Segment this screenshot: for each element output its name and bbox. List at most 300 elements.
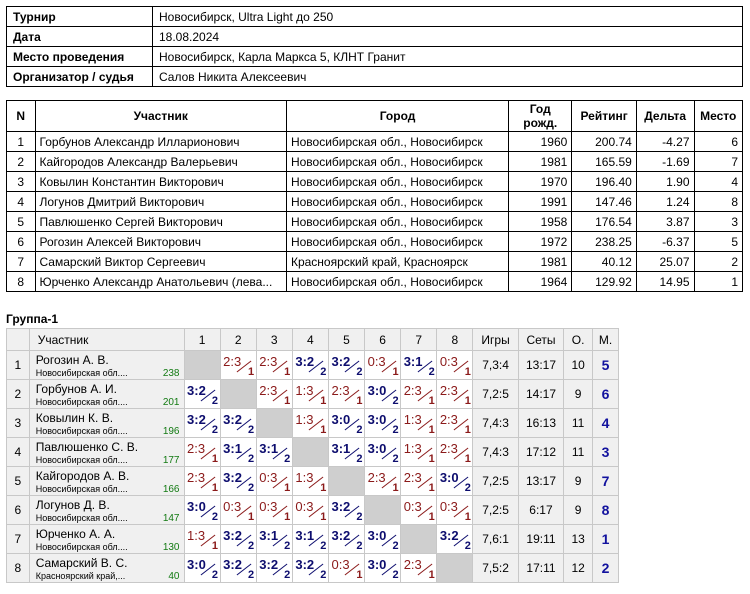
match-points: 2 xyxy=(356,366,363,378)
match-points: 1 xyxy=(211,540,219,552)
participant-birth-year: 1981 xyxy=(509,152,572,172)
group-player-name: Юрченко А. А. xyxy=(35,527,116,541)
match-set-score: 0:3 xyxy=(295,499,314,514)
group-match-cell xyxy=(292,380,328,409)
group-player-number: 8 xyxy=(7,554,30,583)
group-place-value: 2 xyxy=(601,560,610,576)
participant-row xyxy=(7,232,743,252)
match-score xyxy=(366,468,400,494)
info-value: Новосибирск, Карла Маркса 5, КЛНТ Гранит xyxy=(153,47,743,67)
match-points: 1 xyxy=(248,366,255,378)
info-value: Салов Никита Алексеевич xyxy=(153,67,743,87)
participant-city: Новосибирская обл., Новосибирск xyxy=(286,132,508,152)
match-set-score: 3:2 xyxy=(187,412,206,427)
match-points: 2 xyxy=(211,569,219,581)
match-points: 1 xyxy=(464,424,471,436)
group-match-cell xyxy=(401,438,437,467)
group-header-games: Игры xyxy=(473,329,518,351)
participant-participant: Юрченко Александр Анатольевич (лева... xyxy=(35,272,286,292)
match-points: 2 xyxy=(211,424,219,436)
match-points: 1 xyxy=(428,482,435,494)
match-points: 2 xyxy=(248,540,255,552)
match-score xyxy=(438,352,472,378)
match-set-score: 1:3 xyxy=(295,383,314,398)
participant-city: Красноярский край, Красноярск xyxy=(286,252,508,272)
group-match-cell xyxy=(328,554,364,583)
group-match-cell xyxy=(184,496,220,525)
match-points: 1 xyxy=(464,395,471,407)
participant-delta: 25.07 xyxy=(636,252,694,272)
participant-participant: Горбунов Александр Илларионович xyxy=(35,132,286,152)
group-sets: 6:17 xyxy=(518,496,563,525)
group-sets: 19:11 xyxy=(518,525,563,554)
group-match-cell xyxy=(365,554,401,583)
match-points: 2 xyxy=(392,569,399,581)
match-points: 2 xyxy=(320,540,327,552)
group-sets: 13:17 xyxy=(518,351,563,380)
group-match-cell xyxy=(437,351,473,380)
match-set-score: 3:2 xyxy=(223,470,242,485)
match-points: 2 xyxy=(284,569,291,581)
group-header-row xyxy=(7,329,619,351)
participants-header-delta: Дельта xyxy=(636,101,694,132)
participant-place: 5 xyxy=(694,232,743,252)
group-player-cell xyxy=(29,438,184,467)
participant-place: 8 xyxy=(694,192,743,212)
match-points: 1 xyxy=(392,482,399,494)
group-points: 9 xyxy=(564,467,593,496)
group-header-col: 8 xyxy=(437,329,473,351)
group-place xyxy=(593,554,619,583)
match-score xyxy=(221,410,255,436)
match-set-score: 2:3 xyxy=(439,441,458,456)
match-set-score: 2:3 xyxy=(259,383,278,398)
match-set-score: 0:3 xyxy=(331,557,350,572)
match-points: 1 xyxy=(320,511,327,523)
match-score xyxy=(221,497,255,523)
group-match-cell xyxy=(220,351,256,380)
match-score xyxy=(438,497,472,523)
match-score xyxy=(329,526,363,552)
match-points: 2 xyxy=(464,482,471,494)
match-set-score: 3:0 xyxy=(367,557,387,572)
info-row xyxy=(7,47,743,67)
group-player-rating: 177 xyxy=(162,455,180,466)
match-points: 2 xyxy=(356,453,363,465)
participant-row xyxy=(7,212,743,232)
info-row xyxy=(7,27,743,47)
match-score xyxy=(293,497,327,523)
match-score xyxy=(402,410,436,436)
match-score xyxy=(293,410,327,436)
match-score xyxy=(366,439,400,465)
match-score xyxy=(221,439,255,465)
match-score xyxy=(185,439,219,465)
group-match-cell xyxy=(401,467,437,496)
match-set-score: 3:0 xyxy=(367,441,387,456)
group-match-cell xyxy=(365,467,401,496)
group-sets: 14:17 xyxy=(518,380,563,409)
match-points: 1 xyxy=(428,511,435,523)
match-set-score: 2:3 xyxy=(439,412,458,427)
group-match-cell xyxy=(401,554,437,583)
match-points: 1 xyxy=(356,395,363,407)
group-match-cell xyxy=(437,467,473,496)
group-diagonal-cell xyxy=(401,525,437,554)
match-set-score: 3:2 xyxy=(223,557,242,572)
group-match-cell xyxy=(256,351,292,380)
group-place-value: 5 xyxy=(601,357,610,373)
participant-delta: -6.37 xyxy=(636,232,694,252)
participant-rating: 196.40 xyxy=(572,172,637,192)
tournament-info-table xyxy=(6,6,743,87)
match-set-score: 3:2 xyxy=(331,528,351,543)
group-match-cell xyxy=(328,496,364,525)
participant-rating: 147.46 xyxy=(572,192,637,212)
match-set-score: 3:1 xyxy=(295,528,315,543)
match-set-score: 3:2 xyxy=(295,354,315,369)
participants-header-place: Место xyxy=(694,101,743,132)
info-label: Организатор / судья xyxy=(7,67,153,87)
group-header-col: 5 xyxy=(328,329,364,351)
group-match-cell xyxy=(328,438,364,467)
group-header-col: 6 xyxy=(365,329,401,351)
match-set-score: 0:3 xyxy=(223,499,242,514)
group-match-cell xyxy=(184,525,220,554)
group-row xyxy=(7,554,619,583)
group-player-name: Самарский В. С. xyxy=(35,556,128,570)
match-score xyxy=(257,381,291,407)
participant-row xyxy=(7,172,743,192)
match-set-score: 3:0 xyxy=(187,499,206,514)
group-header-player: Участник xyxy=(29,329,184,351)
match-score xyxy=(402,555,436,581)
group-place xyxy=(593,351,619,380)
participant-delta: 1.24 xyxy=(636,192,694,212)
match-points: 2 xyxy=(248,424,255,436)
group-match-cell xyxy=(184,409,220,438)
participant-delta: 3.87 xyxy=(636,212,694,232)
match-score xyxy=(438,468,472,494)
participant-n: 5 xyxy=(7,212,36,232)
group-match-cell xyxy=(184,467,220,496)
group-player-cell xyxy=(29,554,184,583)
match-set-score: 0:3 xyxy=(403,499,422,514)
participant-delta: 1.90 xyxy=(636,172,694,192)
group-header-sets: Сеты xyxy=(518,329,563,351)
participant-participant: Логунов Дмитрий Викторович xyxy=(35,192,286,212)
match-score xyxy=(366,381,400,407)
group-player-city: Новосибирская обл.... xyxy=(35,455,128,465)
group-match-cell xyxy=(292,409,328,438)
group-header-points: О. xyxy=(564,329,593,351)
match-points: 1 xyxy=(284,482,291,494)
group-match-cell xyxy=(184,554,220,583)
match-points: 1 xyxy=(392,366,399,378)
match-points: 1 xyxy=(211,453,219,465)
match-points: 2 xyxy=(428,366,435,378)
group-crosstable xyxy=(6,328,619,583)
group-player-number: 6 xyxy=(7,496,30,525)
match-points: 2 xyxy=(248,482,255,494)
match-points: 1 xyxy=(248,511,255,523)
group-match-cell xyxy=(220,467,256,496)
match-points: 2 xyxy=(392,453,399,465)
group-player-number: 7 xyxy=(7,525,30,554)
match-set-score: 3:2 xyxy=(439,528,459,543)
group-match-cell xyxy=(437,496,473,525)
group-place xyxy=(593,409,619,438)
group-place xyxy=(593,467,619,496)
group-match-cell xyxy=(292,467,328,496)
match-score xyxy=(402,497,436,523)
match-points: 2 xyxy=(248,453,255,465)
group-player-rating: 166 xyxy=(162,484,180,495)
match-score xyxy=(257,497,291,523)
group-place xyxy=(593,496,619,525)
participants-header-birth-year: Год рожд. xyxy=(509,101,572,132)
participant-rating: 40.12 xyxy=(572,252,637,272)
group-player-name: Павлюшенко С. В. xyxy=(35,440,139,454)
match-score xyxy=(257,555,291,581)
match-set-score: 2:3 xyxy=(403,470,422,485)
participant-city: Новосибирская обл., Новосибирск xyxy=(286,232,508,252)
group-match-cell xyxy=(256,554,292,583)
match-score xyxy=(402,381,436,407)
participant-birth-year: 1991 xyxy=(509,192,572,212)
match-score xyxy=(257,439,291,465)
match-points: 2 xyxy=(392,395,399,407)
group-player-city: Новосибирская обл.... xyxy=(35,426,128,436)
group-player-city: Новосибирская обл.... xyxy=(35,484,128,494)
match-score xyxy=(293,468,327,494)
group-place-value: 4 xyxy=(601,415,610,431)
participant-participant: Павлюшенко Сергей Викторович xyxy=(35,212,286,232)
participant-city: Новосибирская обл., Новосибирск xyxy=(286,212,508,232)
group-place-value: 6 xyxy=(601,386,610,402)
participants-header-rating: Рейтинг xyxy=(572,101,637,132)
match-score xyxy=(402,439,436,465)
group-match-cell xyxy=(292,351,328,380)
participant-row xyxy=(7,252,743,272)
match-set-score: 1:3 xyxy=(403,441,422,456)
group-match-cell xyxy=(365,438,401,467)
match-score xyxy=(329,439,363,465)
match-score xyxy=(438,439,472,465)
group-match-cell xyxy=(328,380,364,409)
match-points: 1 xyxy=(428,395,435,407)
participant-n: 4 xyxy=(7,192,36,212)
group-player-number: 3 xyxy=(7,409,30,438)
group-sets: 17:11 xyxy=(518,554,563,583)
group-row xyxy=(7,525,619,554)
participants-header-participant: Участник xyxy=(35,101,286,132)
match-set-score: 3:2 xyxy=(223,412,242,427)
match-points: 1 xyxy=(284,395,291,407)
match-points: 1 xyxy=(211,482,219,494)
group-sets: 16:13 xyxy=(518,409,563,438)
group-points: 9 xyxy=(564,496,593,525)
match-set-score: 1:3 xyxy=(295,470,314,485)
group-player-number: 2 xyxy=(7,380,30,409)
participant-birth-year: 1960 xyxy=(509,132,572,152)
group-match-cell xyxy=(365,409,401,438)
group-header-col: 2 xyxy=(220,329,256,351)
group-match-cell xyxy=(437,438,473,467)
match-score xyxy=(329,352,363,378)
group-match-cell xyxy=(256,438,292,467)
match-set-score: 2:3 xyxy=(331,383,350,398)
match-set-score: 0:3 xyxy=(439,354,458,369)
participant-row xyxy=(7,192,743,212)
participant-n: 2 xyxy=(7,152,36,172)
info-label: Место проведения xyxy=(7,47,153,67)
participant-row xyxy=(7,272,743,292)
match-set-score: 3:2 xyxy=(259,557,279,572)
match-set-score: 0:3 xyxy=(259,499,278,514)
participant-n: 1 xyxy=(7,132,36,152)
group-games: 7,2:5 xyxy=(473,496,518,525)
group-match-cell xyxy=(292,496,328,525)
group-player-cell xyxy=(29,380,184,409)
group-player-cell xyxy=(29,409,184,438)
match-score xyxy=(293,526,327,552)
group-match-cell xyxy=(365,380,401,409)
info-label: Дата xyxy=(7,27,153,47)
participant-row xyxy=(7,152,743,172)
group-match-cell xyxy=(437,525,473,554)
match-points: 2 xyxy=(356,540,363,552)
participant-delta: 14.95 xyxy=(636,272,694,292)
match-score xyxy=(438,381,472,407)
group-player-city: Новосибирская обл.... xyxy=(35,368,128,378)
match-score xyxy=(329,381,363,407)
match-score xyxy=(257,352,291,378)
group-title: Группа-1 xyxy=(6,312,59,326)
match-points: 1 xyxy=(428,453,435,465)
match-points: 1 xyxy=(284,511,291,523)
match-score xyxy=(293,555,327,581)
group-match-cell xyxy=(401,380,437,409)
participant-place: 7 xyxy=(694,152,743,172)
group-diagonal-cell xyxy=(256,409,292,438)
participant-n: 6 xyxy=(7,232,36,252)
match-set-score: 2:3 xyxy=(403,557,422,572)
group-player-cell xyxy=(29,496,184,525)
group-header-col: 3 xyxy=(256,329,292,351)
group-row xyxy=(7,380,619,409)
group-diagonal-cell xyxy=(292,438,328,467)
group-player-rating: 130 xyxy=(162,542,180,553)
match-set-score: 2:3 xyxy=(403,383,422,398)
match-set-score: 3:0 xyxy=(367,412,387,427)
group-games: 7,2:5 xyxy=(473,380,518,409)
match-points: 1 xyxy=(464,366,471,378)
match-score xyxy=(185,410,219,436)
match-points: 2 xyxy=(211,511,219,523)
participant-n: 7 xyxy=(7,252,36,272)
match-set-score: 3:2 xyxy=(223,528,242,543)
group-match-cell xyxy=(256,525,292,554)
match-set-score: 3:0 xyxy=(367,383,387,398)
participant-rating: 200.74 xyxy=(572,132,637,152)
participant-place: 1 xyxy=(694,272,743,292)
group-points: 9 xyxy=(564,380,593,409)
match-points: 1 xyxy=(356,569,363,581)
match-set-score: 3:1 xyxy=(259,441,279,456)
group-games: 7,2:5 xyxy=(473,467,518,496)
group-match-cell xyxy=(292,525,328,554)
group-player-number: 1 xyxy=(7,351,30,380)
match-score xyxy=(257,468,291,494)
group-header-col: 4 xyxy=(292,329,328,351)
match-points: 1 xyxy=(428,569,435,581)
match-score xyxy=(438,410,472,436)
group-diagonal-cell xyxy=(437,554,473,583)
match-set-score: 2:3 xyxy=(259,354,278,369)
match-score xyxy=(366,352,400,378)
group-match-cell xyxy=(365,351,401,380)
match-set-score: 0:3 xyxy=(367,354,386,369)
match-set-score: 3:0 xyxy=(187,557,206,572)
group-header-n xyxy=(7,329,30,351)
participant-place: 3 xyxy=(694,212,743,232)
participant-n: 8 xyxy=(7,272,36,292)
match-points: 2 xyxy=(356,511,363,523)
match-points: 2 xyxy=(211,395,219,407)
match-set-score: 1:3 xyxy=(295,412,314,427)
match-score xyxy=(366,526,400,552)
match-points: 2 xyxy=(464,540,471,552)
match-set-score: 2:3 xyxy=(187,470,206,485)
group-match-cell xyxy=(220,554,256,583)
match-set-score: 3:1 xyxy=(259,528,279,543)
match-score xyxy=(221,468,255,494)
group-match-cell xyxy=(401,496,437,525)
match-score xyxy=(185,381,219,407)
group-player-rating: 201 xyxy=(162,397,180,408)
match-set-score: 3:2 xyxy=(331,499,351,514)
match-score xyxy=(329,555,363,581)
group-match-cell xyxy=(220,409,256,438)
group-diagonal-cell xyxy=(220,380,256,409)
participant-n: 3 xyxy=(7,172,36,192)
match-points: 2 xyxy=(284,453,291,465)
group-place xyxy=(593,438,619,467)
match-points: 1 xyxy=(428,424,435,436)
participant-birth-year: 1964 xyxy=(509,272,572,292)
group-row xyxy=(7,409,619,438)
group-match-cell xyxy=(256,380,292,409)
group-player-name: Логунов Д. В. xyxy=(35,498,110,512)
group-match-cell xyxy=(401,351,437,380)
info-label: Турнир xyxy=(7,7,153,27)
match-points: 1 xyxy=(284,366,291,378)
match-set-score: 0:3 xyxy=(439,499,458,514)
group-match-cell xyxy=(220,438,256,467)
group-player-name: Горбунов А. И. xyxy=(35,382,117,396)
participant-city: Новосибирская обл., Новосибирск xyxy=(286,272,508,292)
group-player-rating: 238 xyxy=(162,368,180,379)
participant-rating: 176.54 xyxy=(572,212,637,232)
group-match-cell xyxy=(365,525,401,554)
participants-header-row xyxy=(7,101,743,132)
match-score xyxy=(438,526,472,552)
match-set-score: 2:3 xyxy=(187,441,206,456)
match-score xyxy=(366,555,400,581)
match-score xyxy=(221,526,255,552)
group-match-cell xyxy=(256,467,292,496)
